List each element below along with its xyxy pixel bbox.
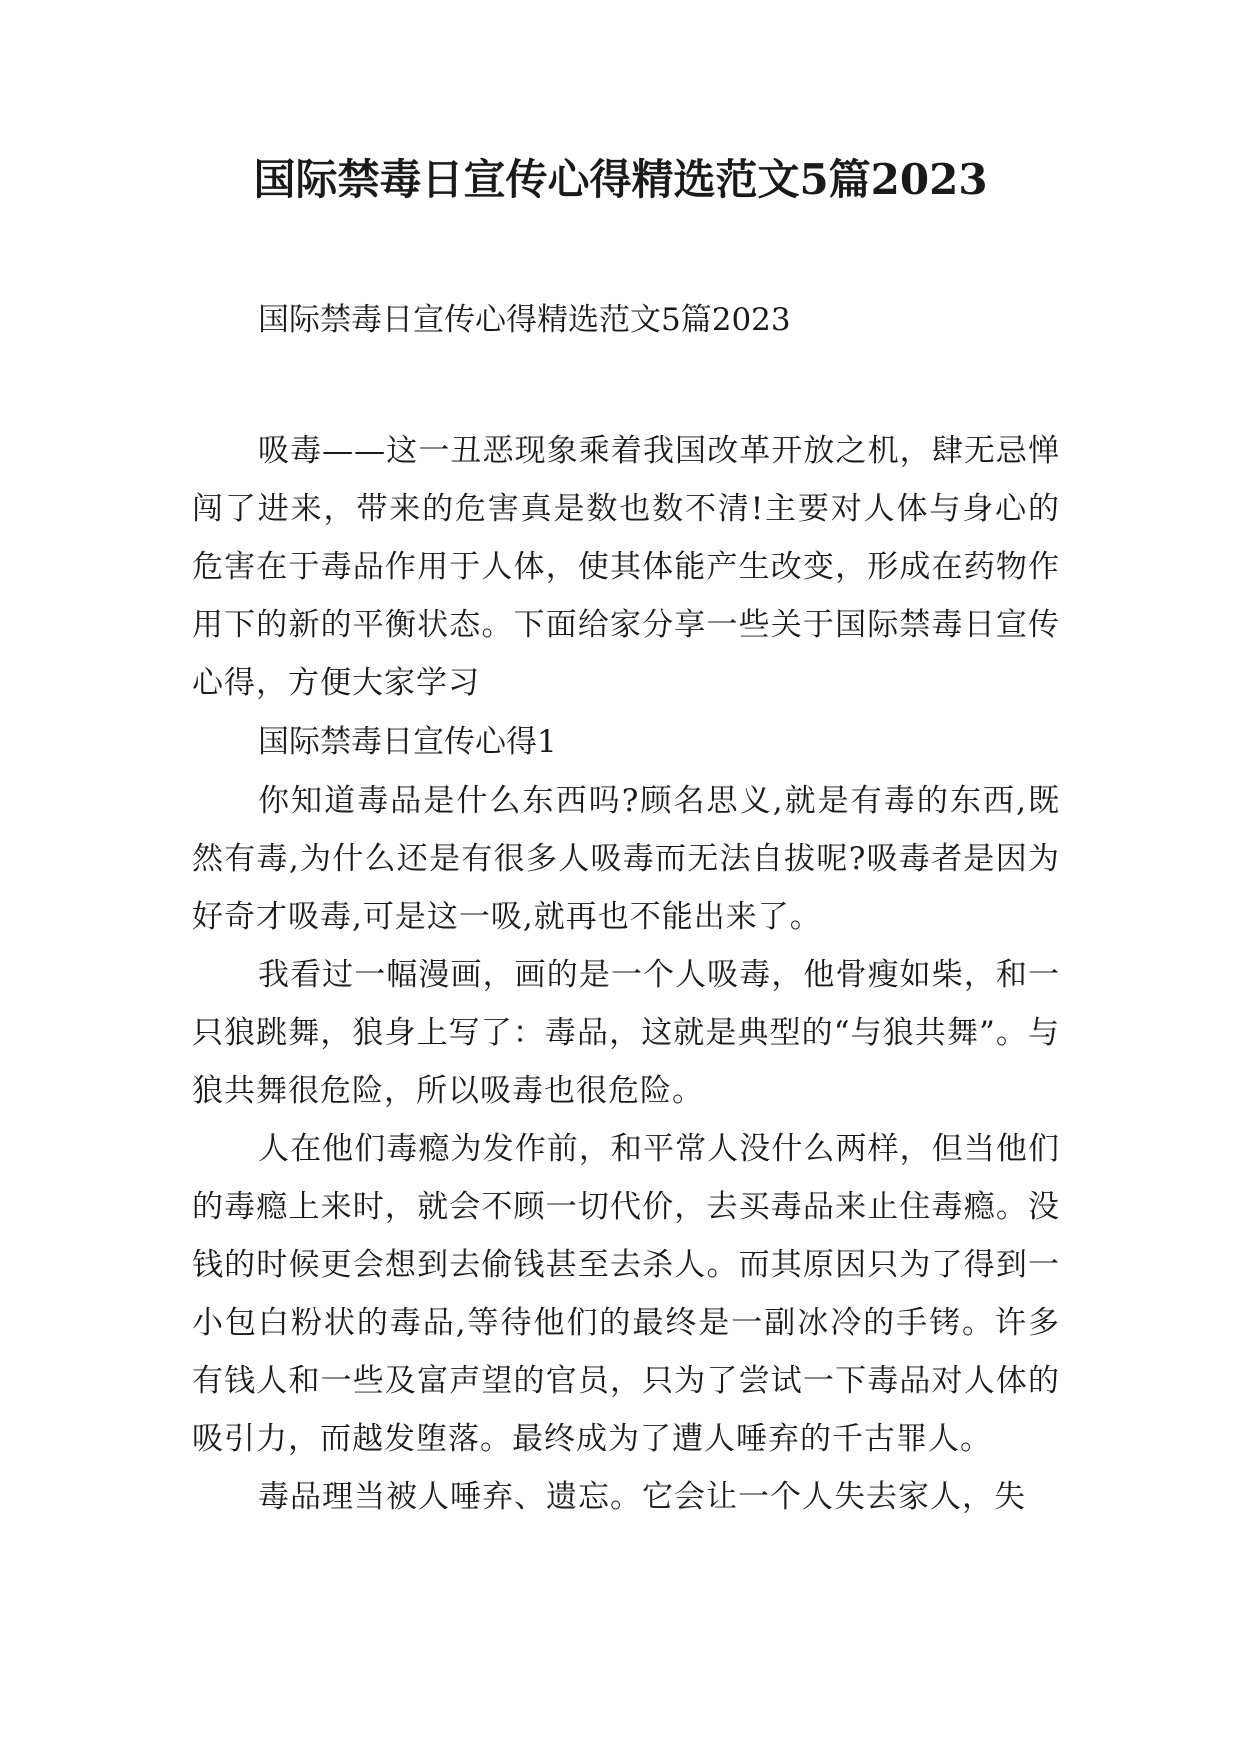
intro-paragraph: 吸毒——这一丑恶现象乘着我国改革开放之机，肆无忌惮闯了进来，带来的危害真是数也数不清!主要对人体与身心的危害在于毒品作用于人体，使其体能产生改变，形成在药物作用下的新的平衡状态。下面给家分享一些关于国际禁毒日宣传心得，方便大家学习 [192,433,1060,701]
spacer [192,350,1060,422]
document-title: 国际禁毒日宣传心得精选范文5篇2023 [253,155,988,204]
paragraph: 你知道毒品是什么东西吗?顾名思义,就是有毒的东西,既然有毒,为什么还是有很多人吸毒而无法自拔呢?吸毒者是因为好奇才吸毒,可是这一吸,就再也不能出来了。 [192,783,1060,935]
document-body [192,290,1060,1526]
section-heading: 国际禁毒日宣传心得1 [258,724,557,760]
paragraph: 人在他们毒瘾为发作前，和平常人没什么两样，但当他们的毒瘾上来时，就会不顾一切代价，去买毒品来止住毒瘾。没钱的时候更会想到去偷钱甚至去杀人。而其原因只为了得到一小包白粉状的毒品,等待他们的最终是一副冰冷的手铐。许多有钱人和一些及富声望的官员，只为了尝试一下毒品对人体的吸引力，而越发堕落。最终成为了遭人唾弃的千古罪人。 [192,1131,1060,1457]
document-subtitle: 国际禁毒日宣传心得精选范文5篇2023 [258,302,791,338]
paragraph: 毒品理当被人唾弃、遗忘。它会让一个人失去家人，失 [258,1479,1026,1515]
paragraph: 我看过一幅漫画，画的是一个人吸毒，他骨瘦如柴，和一只狼跳舞，狼身上写了：毒品，这就是典型的“与狼共舞”。与狼共舞很危险，所以吸毒也很危险。 [192,957,1060,1109]
